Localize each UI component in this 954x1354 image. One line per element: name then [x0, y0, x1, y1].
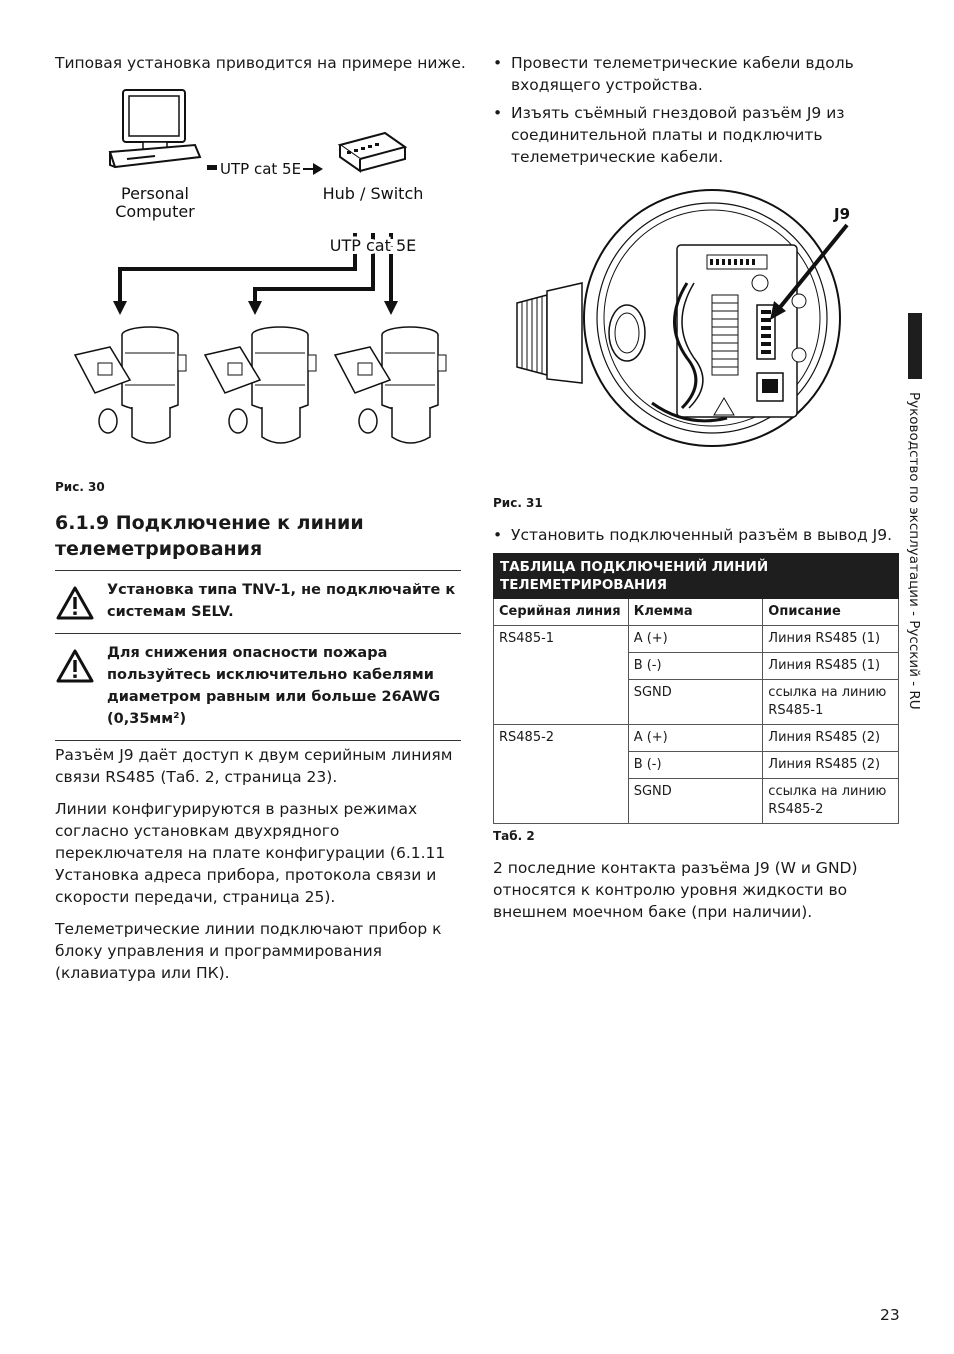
warning-2-line3: диаметром равным или больше 26AWG [107, 689, 441, 705]
network-diagram-figure [55, 85, 475, 470]
right-bullet-mid [493, 524, 893, 552]
figure-31-caption: Рис. 31 [493, 496, 543, 510]
warnings-block [55, 570, 461, 741]
table-cell-desc: Линия RS485 (2) [763, 725, 899, 752]
camera-housing-icon-2 [205, 327, 316, 443]
table-header-terminal: Клемма [628, 599, 763, 626]
warning-text-2 [107, 642, 440, 730]
section-heading-line1: 6.1.9 Подключение к линии [55, 512, 364, 534]
telemetry-connection-table [493, 553, 899, 824]
table-cell-desc: Линия RS485 (1) [763, 653, 899, 680]
table-row [494, 725, 899, 752]
table-cell-terminal: A (+) [628, 626, 763, 653]
warning-triangle-icon [55, 648, 95, 684]
j9-callout-label: J9 [834, 205, 851, 223]
junction-box-figure [512, 183, 872, 483]
section-heading [55, 510, 465, 562]
table-header-serial-line: Серийная линия [494, 599, 629, 626]
page-number: 23 [880, 1306, 900, 1324]
closing-text: 2 последние контакта разъёма J9 (W и GND) относятся к контролю уровня жидкости во внешнем моечном баке (при наличии). [493, 859, 858, 921]
intro-text: Типовая установка приводится на примере ниже. [55, 54, 466, 72]
cable-label-top: UTP cat 5E [220, 160, 302, 178]
bullet-1: • Провести телеметрические кабели вдоль входящего устройства. [493, 52, 893, 96]
warning-2-line4: (0,35мм²) [107, 711, 187, 727]
table-cell-terminal: B (-) [628, 653, 763, 680]
table-2-caption: Таб. 2 [493, 829, 535, 843]
table-header-description: Описание [763, 599, 899, 626]
warning-box-1 [55, 570, 461, 633]
pc-label-line1: Personal [120, 184, 190, 203]
table-cell-desc: ссылка на линию RS485-1 [763, 680, 899, 725]
paragraph-2: Линии конфигурируются в разных режимах согласно установкам двухрядного переключателя на плате конфигурации (6.1.11 Установка адреса прибора, протокола связи и скорости передачи, страница 25). [55, 800, 446, 906]
side-tab-marker [908, 313, 922, 379]
table-header-row [494, 599, 899, 626]
warning-box-2 [55, 633, 461, 741]
cable-gland-icon [517, 283, 582, 383]
table-cell-line: RS485-1 [494, 626, 629, 725]
paragraph-3: Телеметрические линии подключают прибор к блоку управления и программирования (клавиатура или ПК). [55, 920, 442, 982]
warning-2-line2: пользуйтесь исключительно кабелями [107, 667, 434, 683]
table-cell-terminal: A (+) [628, 725, 763, 752]
section-heading-line2: телеметрирования [55, 538, 263, 560]
table-cell-terminal: B (-) [628, 752, 763, 779]
side-running-label: Руководство по эксплуатации - Русский - RU [906, 392, 922, 710]
table-cell-desc: ссылка на линию RS485-2 [763, 779, 899, 824]
bullet-3: • Установить подключенный разъём в вывод J9. [493, 524, 893, 546]
table-cell-line: RS485-2 [494, 725, 629, 824]
left-body-text [55, 744, 460, 994]
terminal-board-icon [677, 245, 806, 417]
warning-triangle-icon [55, 585, 95, 621]
camera-housing-icon-3 [335, 327, 446, 443]
paragraph-1: Разъём J9 даёт доступ к двум серийным линиям связи RS485 (Таб. 2, страница 23). [55, 746, 453, 786]
right-bullets-top [493, 52, 893, 174]
table-row [494, 626, 899, 653]
cable-label-mid: UTP cat 5E [329, 236, 417, 255]
warning-text-1: Установка типа TNV-1, не подключайте к системам SELV. [107, 582, 456, 620]
personal-computer-icon [110, 90, 200, 167]
table-title: ТАБЛИЦА ПОДКЛЮЧЕНИЙ ЛИНИЙ ТЕЛЕМЕТРИРОВАНИЯ [494, 554, 899, 599]
table-cell-terminal: SGND [628, 779, 763, 824]
table-cell-terminal: SGND [628, 680, 763, 725]
bullet-2: • Изъять съёмный гнездовой разъём J9 из соединительной платы и подключить телеметрические кабели. [493, 102, 893, 168]
figure-30-caption: Рис. 30 [55, 480, 105, 494]
table-cell-desc: Линия RS485 (1) [763, 626, 899, 653]
table-cell-desc: Линия RS485 (2) [763, 752, 899, 779]
hub-label: Hub / Switch [322, 184, 424, 203]
camera-housing-icon-1 [75, 327, 186, 443]
pc-label-line2: Computer [115, 202, 195, 221]
warning-2-line1: Для снижения опасности пожара [107, 645, 388, 661]
hub-switch-icon [340, 133, 405, 171]
